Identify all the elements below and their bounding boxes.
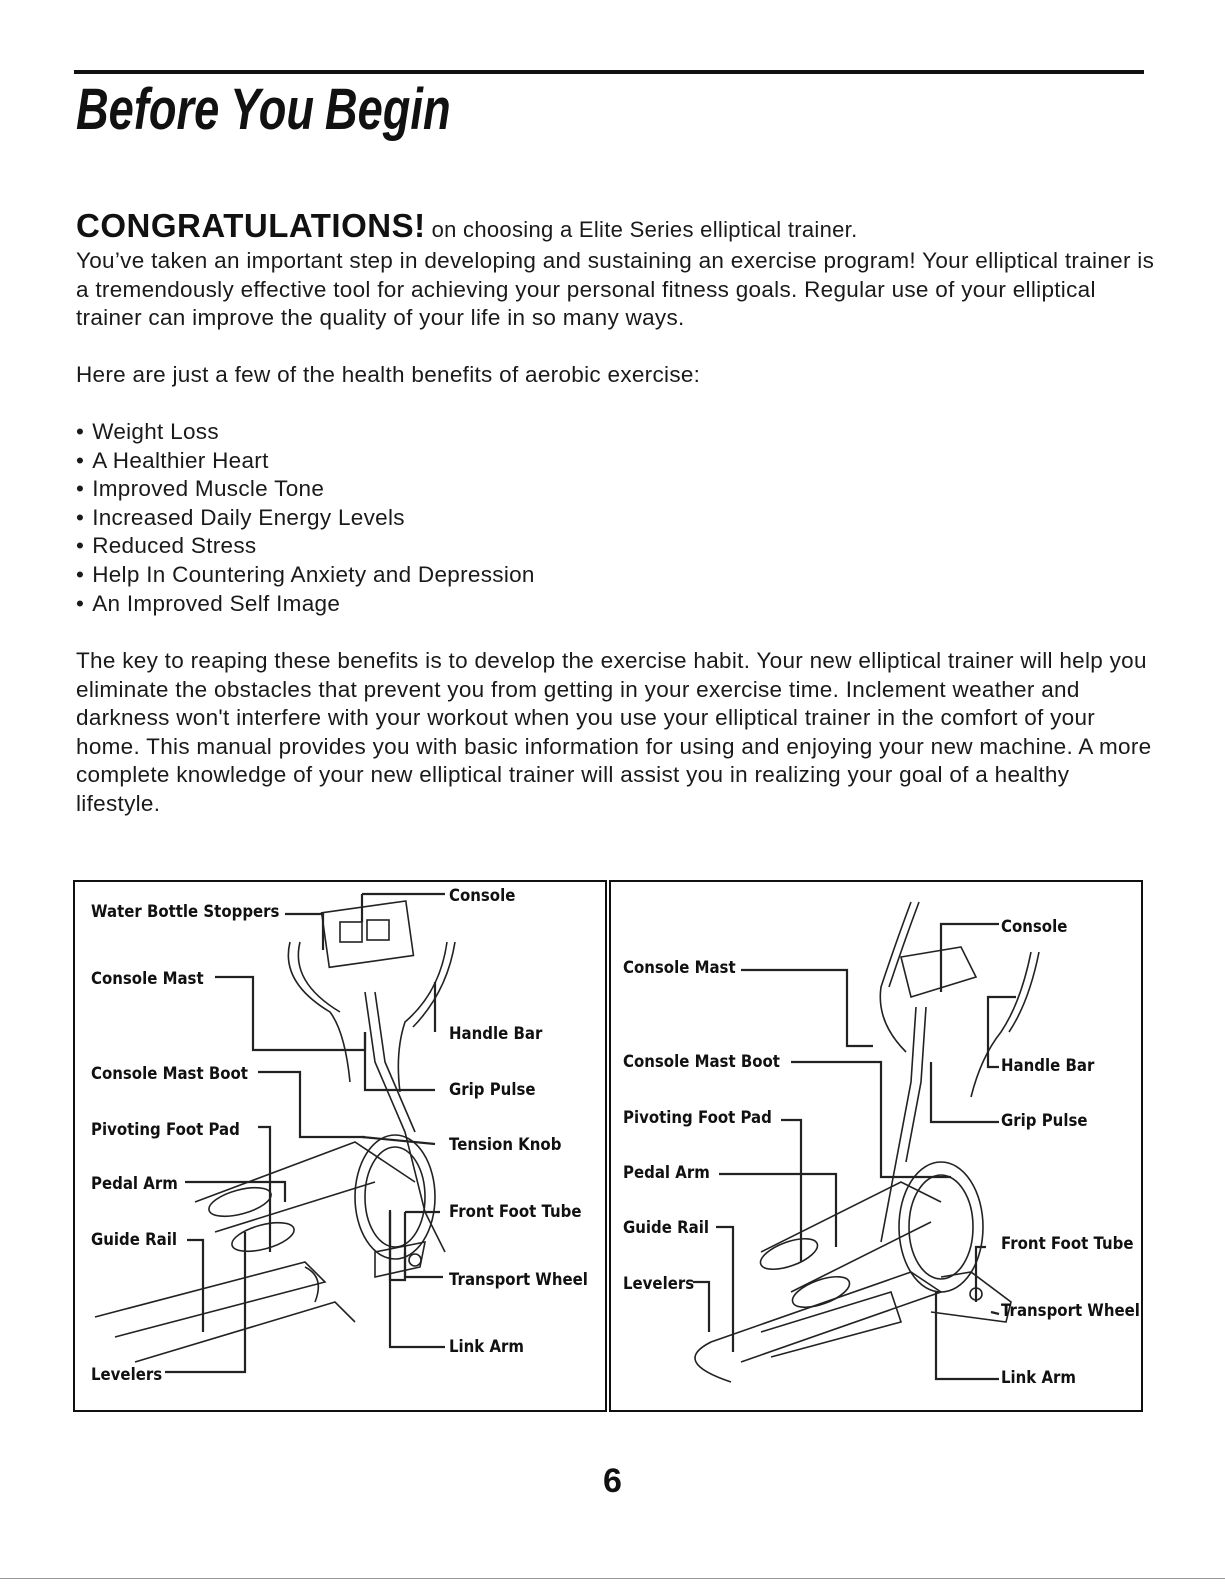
left-handlebar-drawing (288, 942, 350, 1082)
label-guide-rail: Guide Rail (91, 1230, 177, 1250)
title-word: Before (76, 77, 220, 142)
page-title (76, 76, 462, 143)
figure-left (73, 880, 607, 1412)
list-item: • Weight Loss (76, 418, 535, 447)
label-water-bottle-stoppers: Water Bottle Stoppers (91, 902, 280, 922)
list-item: • A Healthier Heart (76, 447, 535, 476)
congrats-tail: on choosing a Elite Series elliptical trainer. (431, 217, 858, 242)
list-item: • Help In Countering Anxiety and Depression (76, 561, 535, 590)
top-rule (74, 70, 1144, 74)
flywheel-inner (365, 1147, 425, 1247)
label-levelers: Levelers (91, 1365, 163, 1385)
foot-pad-right (229, 1217, 297, 1257)
list-item: • Increased Daily Energy Levels (76, 504, 535, 533)
label-tension-knob: Tension Knob (449, 1135, 562, 1155)
label-console-mast-boot: Console Mast Boot (91, 1064, 248, 1084)
label-grip-pulse: Grip Pulse (1001, 1111, 1088, 1131)
list-item: • Reduced Stress (76, 532, 535, 561)
label-console-mast-boot: Console Mast Boot (623, 1052, 780, 1072)
label-pivoting-foot-pad: Pivoting Foot Pad (91, 1120, 240, 1140)
label-transport-wheel: Transport Wheel (1001, 1301, 1140, 1321)
flywheel-housing (355, 1135, 435, 1259)
label-console-mast: Console Mast (623, 958, 736, 978)
label-front-foot-tube: Front Foot Tube (449, 1202, 582, 1222)
label-transport-wheel: Transport Wheel (449, 1270, 588, 1290)
habit-paragraph: The key to reaping these benefits is to develop the exercise habit. Your new elliptical trainer will help you eliminate the obstacles that prevent you from getting in your exercise time. Inclement weather and darkness won't interfere with your workout when you use your elliptical trainer in the comfort of your home. This manual provides you with basic information for using and enjoying your new machine. A more complete knowledge of your new elliptical trainer will assist you in realizing your goal of a healthy lifestyle. (76, 648, 1152, 816)
label-grip-pulse: Grip Pulse (449, 1080, 536, 1100)
title-word: Begin (324, 77, 451, 142)
label-guide-rail: Guide Rail (623, 1218, 709, 1238)
label-link-arm: Link Arm (1001, 1368, 1077, 1388)
label-link-arm: Link Arm (449, 1337, 525, 1357)
intro-paragraph: You’ve taken an important step in developing and sustaining an exercise program! Your elliptical trainer is a tremendously effective tool for achieving your personal fitness goals. Regular use of your elliptical trainer can improve the quality of your life in so many ways. (76, 248, 1155, 331)
figure-right (609, 880, 1143, 1412)
benefits-list (76, 418, 535, 618)
label-handle-bar: Handle Bar (449, 1024, 543, 1044)
label-console: Console (1001, 917, 1068, 937)
label-pedal-arm: Pedal Arm (91, 1174, 178, 1194)
congrats-heading: CONGRATULATIONS! (76, 207, 426, 244)
label-console: Console (449, 886, 516, 906)
label-pedal-arm: Pedal Arm (623, 1163, 710, 1183)
guide-rail-drawing (95, 1262, 325, 1337)
bottom-rule (0, 1578, 1225, 1579)
label-levelers: Levelers (623, 1274, 695, 1294)
title-word: You (230, 77, 314, 142)
list-item: • Improved Muscle Tone (76, 475, 535, 504)
page-number: 6 (603, 1462, 622, 1500)
console-drawing (901, 947, 976, 997)
label-front-foot-tube: Front Foot Tube (1001, 1234, 1134, 1254)
label-console-mast: Console Mast (91, 969, 204, 989)
benefits-intro: Here are just a few of the health benefits of aerobic exercise: (76, 362, 701, 387)
label-handle-bar: Handle Bar (1001, 1056, 1095, 1076)
congrats-line (76, 207, 858, 245)
foot-pad-left (757, 1232, 822, 1275)
label-pivoting-foot-pad: Pivoting Foot Pad (623, 1108, 772, 1128)
list-item: • An Improved Self Image (76, 590, 535, 619)
